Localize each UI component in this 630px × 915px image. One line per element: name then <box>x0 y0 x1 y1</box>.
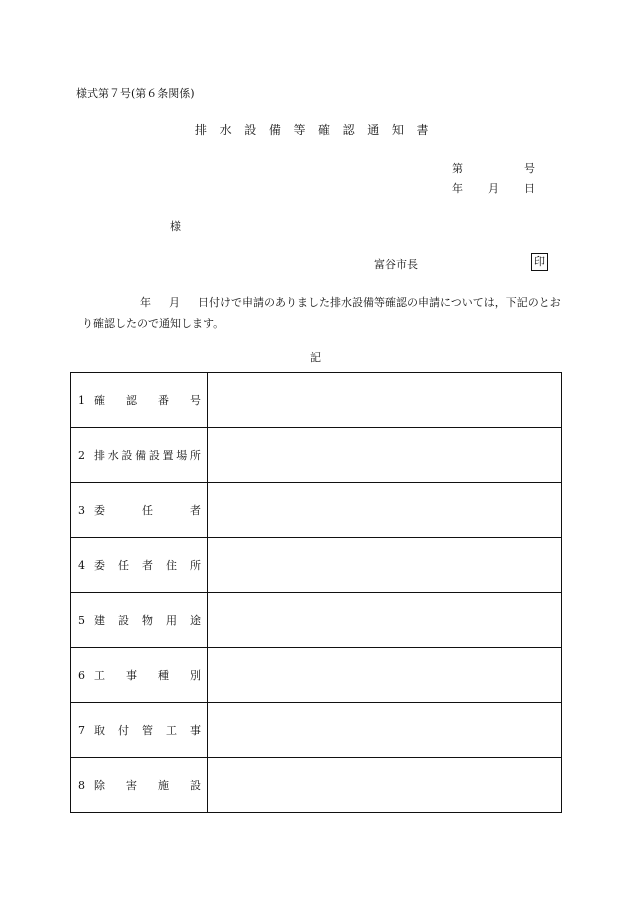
item-label-cell <box>71 758 208 813</box>
item-number: 5 <box>78 613 85 627</box>
item-value-cell[interactable] <box>208 483 562 538</box>
issuer-name: 富谷市長 <box>374 258 418 271</box>
item-label-cell <box>71 483 208 538</box>
item-label-cell <box>71 538 208 593</box>
recipient-honorific: 様 <box>170 220 181 233</box>
item-number: 1 <box>78 393 85 407</box>
title-char: 水 <box>219 123 239 137</box>
item-number: 7 <box>78 723 85 737</box>
item-number: 4 <box>78 558 85 572</box>
item-label-cell <box>71 428 208 483</box>
table-row <box>71 428 562 483</box>
confirmation-items-table <box>70 372 562 813</box>
title-char: 確 <box>318 123 337 137</box>
notice-month: 月 <box>169 296 180 309</box>
item-label: 取 付 管 工 事 <box>94 724 201 737</box>
item-number: 2 <box>78 448 85 462</box>
title-char: 書 <box>416 123 435 137</box>
item-number: 6 <box>78 668 85 682</box>
table-row <box>71 373 562 428</box>
item-label: 除 害 施 設 <box>94 779 201 792</box>
title-char: 等 <box>293 123 312 137</box>
title-char: 知 <box>391 123 411 137</box>
ki-heading: 記 <box>310 351 321 364</box>
issue-date-month: 月 <box>488 182 499 195</box>
notice-body <box>82 292 562 334</box>
notice-text: 日付けで申請のありました排水設備等確認の申請については，下記のとおり確認したので通知します。 <box>82 296 561 330</box>
issue-number <box>452 160 535 176</box>
title-char: 設 <box>244 123 263 137</box>
table-row <box>71 758 562 813</box>
seal-mark: 印 <box>531 253 548 271</box>
title-char: 認 <box>342 123 362 137</box>
item-value-cell[interactable] <box>208 593 562 648</box>
issue-date-year: 年 <box>452 182 463 195</box>
item-value-cell[interactable] <box>208 648 562 703</box>
item-label-cell <box>71 703 208 758</box>
item-label-cell <box>71 648 208 703</box>
item-label: 排 水 設 備 設 置 場 所 <box>94 449 201 462</box>
issue-date <box>452 180 535 196</box>
item-label: 委 任 者 住 所 <box>94 559 201 572</box>
item-label: 建 設 物 用 途 <box>94 614 201 627</box>
item-label: 確 認 番 号 <box>94 394 201 407</box>
document-title <box>195 121 435 138</box>
table-row <box>71 648 562 703</box>
item-value-cell[interactable] <box>208 538 562 593</box>
issue-number-prefix: 第 <box>452 162 463 175</box>
item-label-cell <box>71 593 208 648</box>
item-number: 8 <box>78 778 85 792</box>
issue-date-day: 日 <box>524 182 535 195</box>
notice-year: 年 <box>140 296 151 309</box>
item-value-cell[interactable] <box>208 703 562 758</box>
title-char: 備 <box>268 123 288 137</box>
form-number: 様式第７号(第６条関係) <box>76 87 195 100</box>
title-char: 通 <box>367 123 386 137</box>
item-label: 委 任 者 <box>94 504 201 517</box>
item-value-cell[interactable] <box>208 758 562 813</box>
item-value-cell[interactable] <box>208 373 562 428</box>
table-row <box>71 703 562 758</box>
item-label-cell <box>71 373 208 428</box>
issue-number-suffix: 号 <box>524 162 535 175</box>
table-row <box>71 538 562 593</box>
table-row <box>71 483 562 538</box>
item-number: 3 <box>78 503 85 517</box>
title-char: 排 <box>195 123 214 137</box>
table-row <box>71 593 562 648</box>
item-label: 工 事 種 別 <box>94 669 201 682</box>
item-value-cell[interactable] <box>208 428 562 483</box>
